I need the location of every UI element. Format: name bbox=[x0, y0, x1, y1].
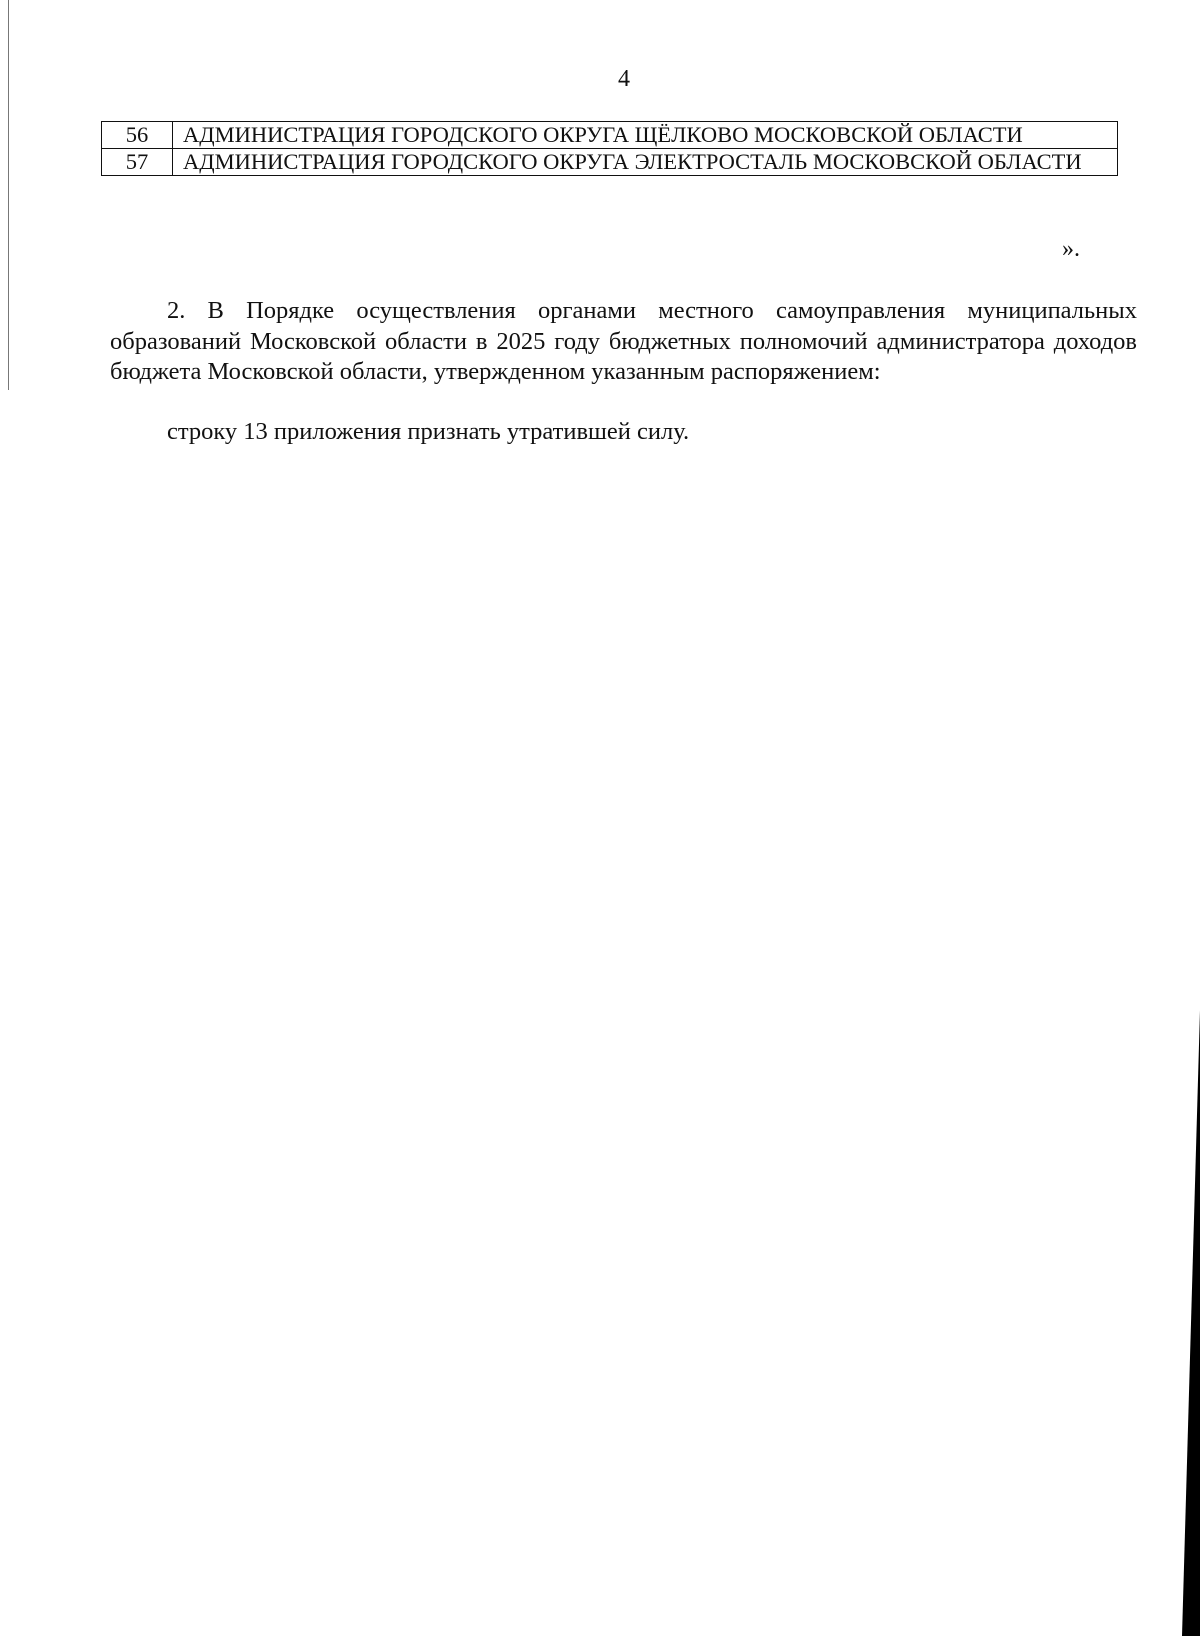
closing-quote: ». bbox=[1062, 236, 1080, 262]
row-number: 56 bbox=[102, 122, 173, 149]
row-name: АДМИНИСТРАЦИЯ ГОРОДСКОГО ОКРУГА ЭЛЕКТРОСТАЛЬ МОСКОВСКОЙ ОБЛАСТИ bbox=[173, 149, 1118, 176]
organizations-table bbox=[101, 121, 1118, 176]
page-number: 4 bbox=[618, 66, 630, 92]
scan-edge-line bbox=[8, 0, 9, 390]
row-name: АДМИНИСТРАЦИЯ ГОРОДСКОГО ОКРУГА ЩЁЛКОВО МОСКОВСКОЙ ОБЛАСТИ bbox=[173, 122, 1118, 149]
paragraph-3: строку 13 приложения признать утратившей силу. bbox=[167, 418, 690, 445]
table-row bbox=[102, 122, 1118, 149]
row-number: 57 bbox=[102, 149, 173, 176]
paragraph-2: 2. В Порядке осуществления органами местного самоуправления муниципальных образований Московской области в 2025 году бюджетных полномочий администратора доходов бюджета Московской области, утвержденном указанным распоряжением: bbox=[110, 297, 1137, 385]
table-row bbox=[102, 149, 1118, 176]
